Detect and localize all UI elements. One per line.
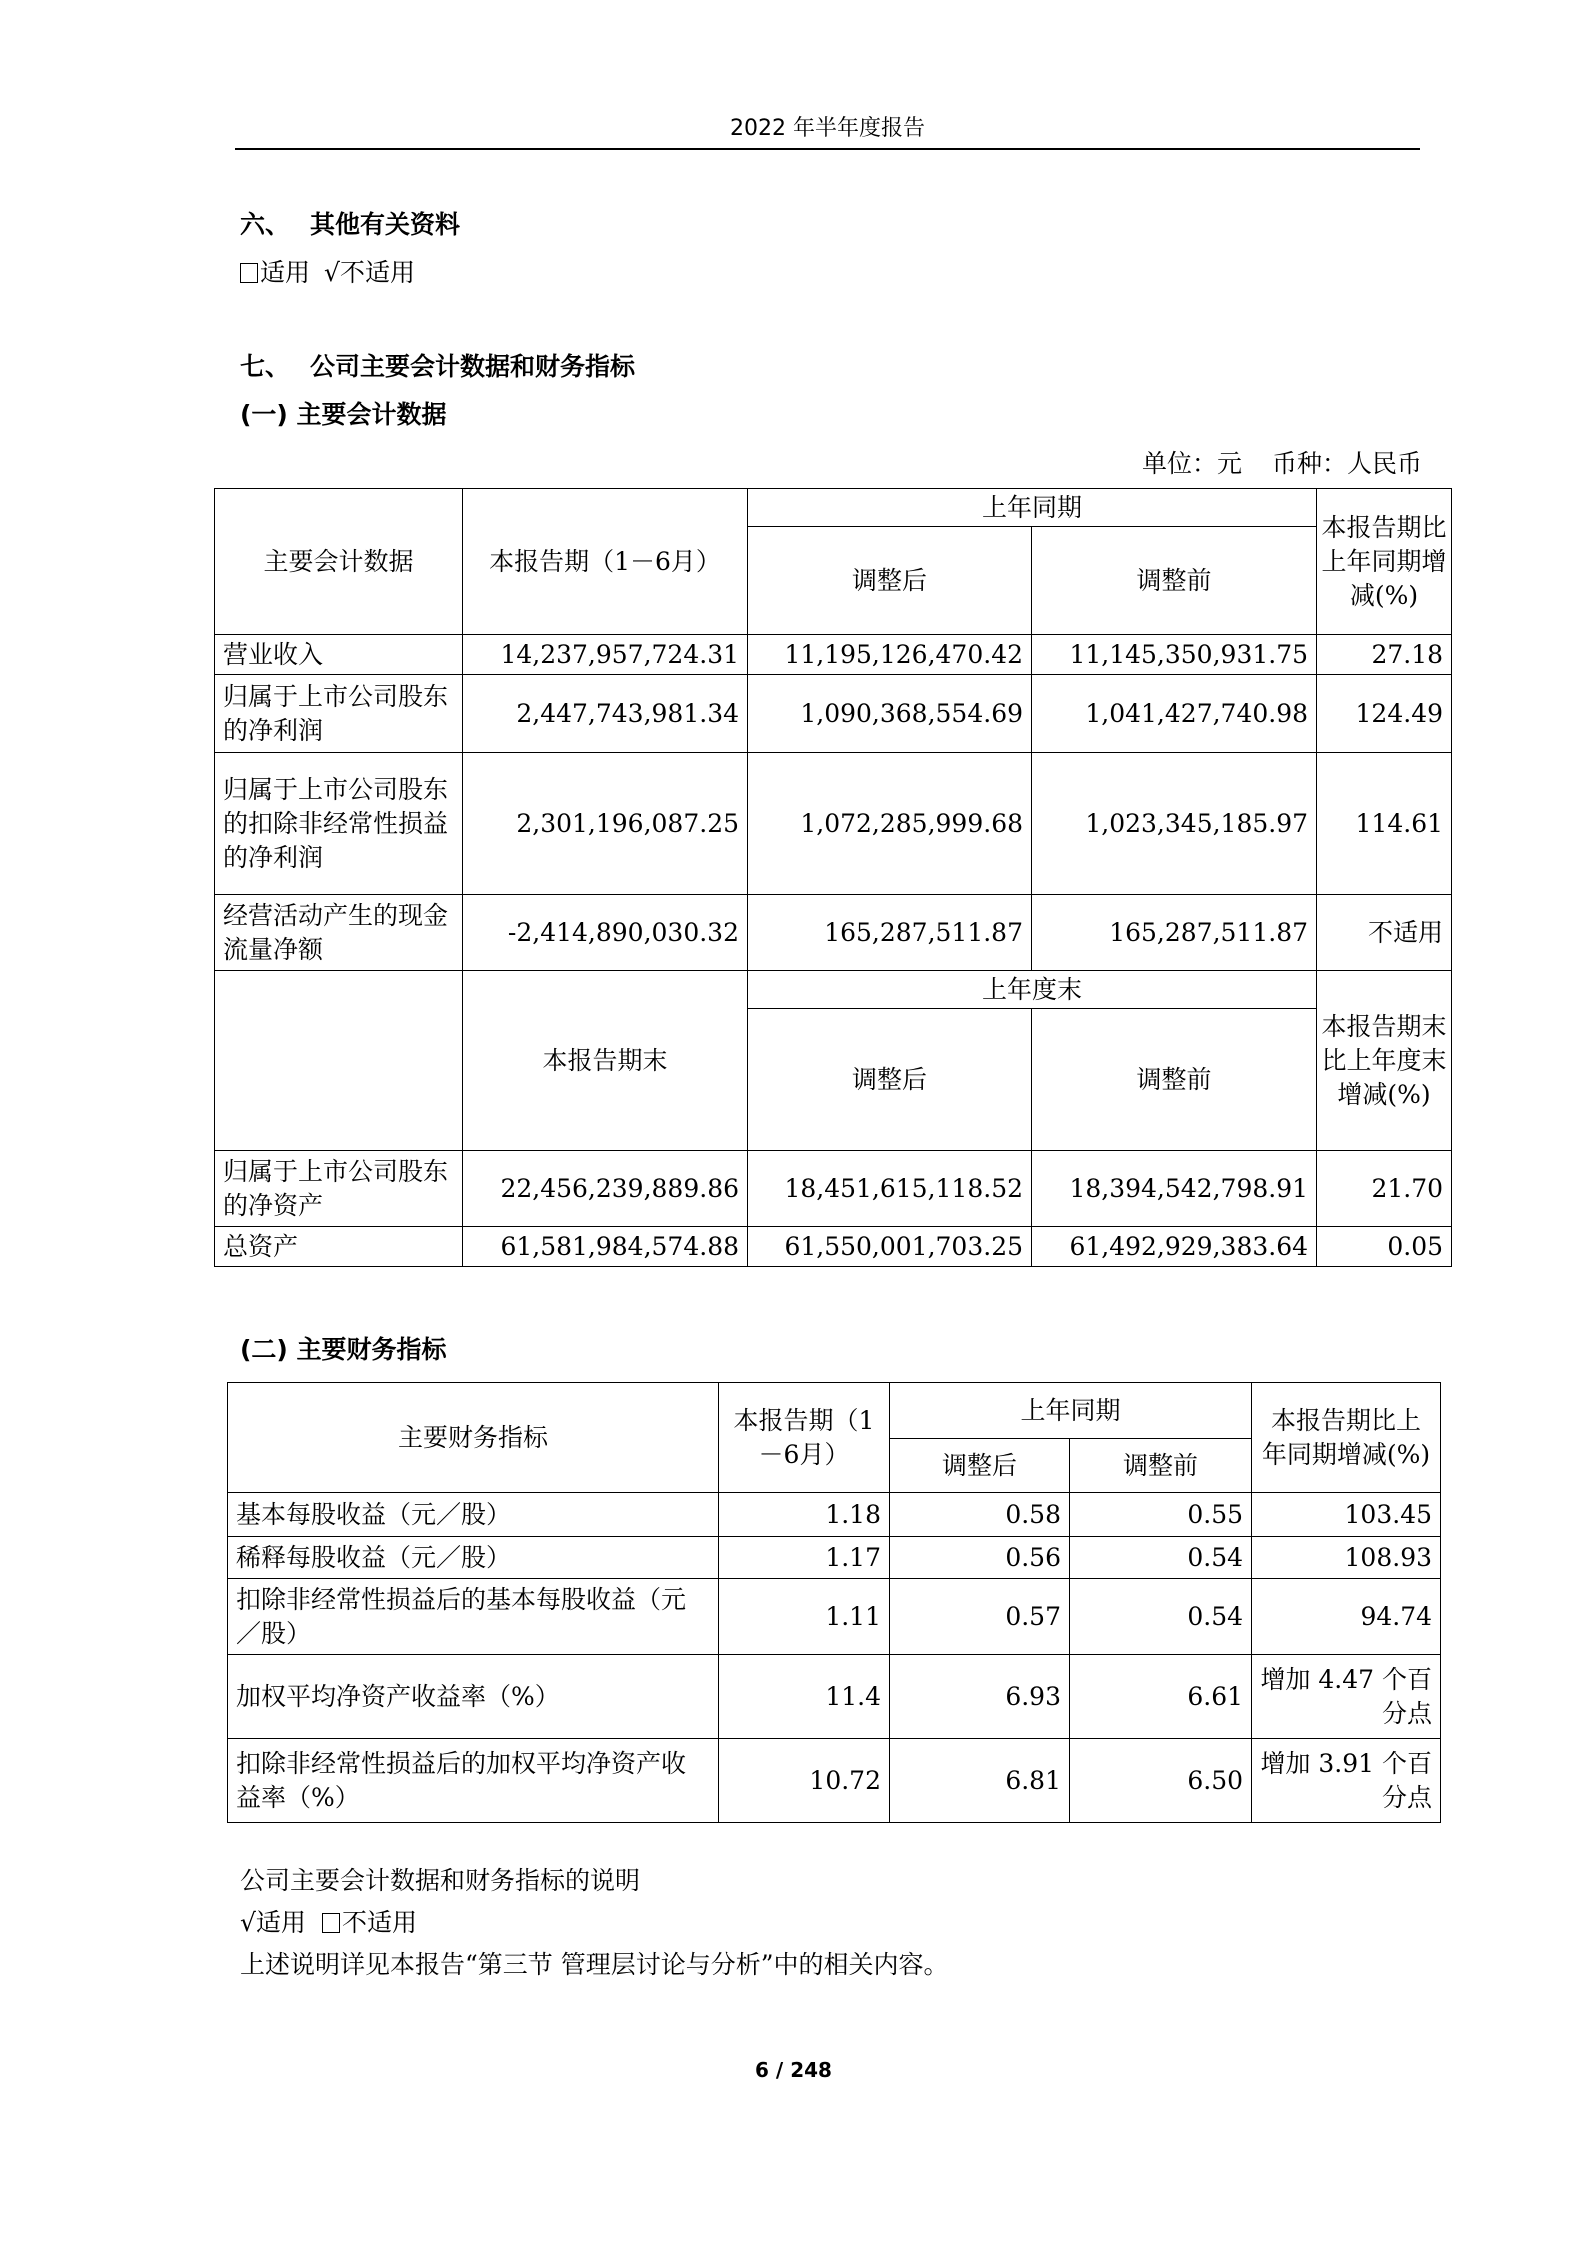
row-name: 扣除非经常性损益后的加权平均净资产收益率（%） bbox=[228, 1739, 719, 1823]
page-number: 6 / 248 bbox=[755, 2058, 832, 2082]
section-6-not-applicable: √不适用 bbox=[324, 258, 415, 287]
row-name: 总资产 bbox=[215, 1227, 463, 1267]
value-adj-before: 6.50 bbox=[1070, 1739, 1252, 1823]
section-7-heading bbox=[240, 350, 635, 384]
row-name: 归属于上市公司股东的净资产 bbox=[215, 1151, 463, 1227]
t1-header-prev: 上年同期 bbox=[748, 489, 1317, 527]
row-name: 归属于上市公司股东的净利润 bbox=[215, 675, 463, 753]
unchecked-box-icon bbox=[240, 263, 258, 283]
t1-header-item: 主要会计数据 bbox=[215, 489, 463, 635]
value-current: 11.4 bbox=[719, 1655, 890, 1739]
t1-header-change: 本报告期比上年同期增减(%) bbox=[1317, 489, 1452, 635]
value-adj-before: 11,145,350,931.75 bbox=[1032, 635, 1317, 675]
t1-header-adj-after: 调整后 bbox=[748, 527, 1032, 635]
value-change: 108.93 bbox=[1252, 1537, 1441, 1579]
currency-label: 币种：人民币 bbox=[1271, 449, 1422, 478]
table-row bbox=[228, 1739, 1441, 1823]
value-change: 94.74 bbox=[1252, 1579, 1441, 1655]
subsection-2-title: (二) 主要财务指标 bbox=[240, 1335, 447, 1364]
table-row bbox=[228, 1537, 1441, 1579]
value-current: 1.17 bbox=[719, 1537, 890, 1579]
value-adj-after: 0.56 bbox=[890, 1537, 1070, 1579]
subsection-1-title: (一) 主要会计数据 bbox=[240, 400, 447, 429]
table-row bbox=[228, 1655, 1441, 1739]
value-adj-before: 1,041,427,740.98 bbox=[1032, 675, 1317, 753]
row-name: 经营活动产生的现金流量净额 bbox=[215, 895, 463, 971]
t2-header-current: 本报告期（1－6月） bbox=[719, 1383, 890, 1493]
table-row bbox=[215, 1151, 1452, 1227]
value-adj-before: 0.54 bbox=[1070, 1537, 1252, 1579]
value-current: 1.18 bbox=[719, 1493, 890, 1537]
table-row bbox=[215, 635, 1452, 675]
value-adj-after: 1,090,368,554.69 bbox=[748, 675, 1032, 753]
value-change: 不适用 bbox=[1317, 895, 1452, 971]
accounting-data-table bbox=[214, 488, 1452, 1267]
value-adj-after: 11,195,126,470.42 bbox=[748, 635, 1032, 675]
t2-header-prev: 上年同期 bbox=[890, 1383, 1252, 1439]
t1-header-current: 本报告期（1－6月） bbox=[463, 489, 748, 635]
page-header: 2022 年半年度报告 bbox=[235, 112, 1420, 150]
t1-header2-adj-after: 调整后 bbox=[748, 1009, 1032, 1151]
table-row bbox=[215, 753, 1452, 895]
value-current: 10.72 bbox=[719, 1739, 890, 1823]
row-name: 营业收入 bbox=[215, 635, 463, 675]
value-adj-after: 1,072,285,999.68 bbox=[748, 753, 1032, 895]
t1-header-adj-before: 调整前 bbox=[1032, 527, 1317, 635]
value-adj-after: 165,287,511.87 bbox=[748, 895, 1032, 971]
t2-header-change: 本报告期比上年同期增减(%) bbox=[1252, 1383, 1441, 1493]
t1-header2-blank bbox=[215, 971, 463, 1151]
value-adj-after: 18,451,615,118.52 bbox=[748, 1151, 1032, 1227]
notes-applicable: √适用 bbox=[240, 1908, 306, 1937]
value-current: 2,447,743,981.34 bbox=[463, 675, 748, 753]
unit-label: 单位：元 bbox=[1141, 449, 1242, 478]
t2-header-adj-before: 调整前 bbox=[1070, 1439, 1252, 1493]
value-change: 增加 4.47 个百分点 bbox=[1252, 1655, 1441, 1739]
t1-header2-change: 本报告期末比上年度末增减(%) bbox=[1317, 971, 1452, 1151]
value-adj-after: 6.93 bbox=[890, 1655, 1070, 1739]
value-adj-before: 6.61 bbox=[1070, 1655, 1252, 1739]
row-name: 扣除非经常性损益后的基本每股收益（元／股） bbox=[228, 1579, 719, 1655]
value-current: 22,456,239,889.86 bbox=[463, 1151, 748, 1227]
notes-title: 公司主要会计数据和财务指标的说明 bbox=[240, 1866, 641, 1895]
notes-options bbox=[240, 1906, 417, 1940]
t1-header2-adj-before: 调整前 bbox=[1032, 1009, 1317, 1151]
value-change: 0.05 bbox=[1317, 1227, 1452, 1267]
row-name: 基本每股收益（元／股） bbox=[228, 1493, 719, 1537]
value-adj-before: 61,492,929,383.64 bbox=[1032, 1227, 1317, 1267]
section-6-title: 其他有关资料 bbox=[310, 210, 461, 239]
value-change: 增加 3.91 个百分点 bbox=[1252, 1739, 1441, 1823]
t2-header-adj-after: 调整后 bbox=[890, 1439, 1070, 1493]
value-current: 61,581,984,574.88 bbox=[463, 1227, 748, 1267]
row-name: 加权平均净资产收益率（%） bbox=[228, 1655, 719, 1739]
section-6-applicable: 适用 bbox=[260, 258, 311, 287]
section-6-heading bbox=[240, 208, 460, 242]
value-change: 114.61 bbox=[1317, 753, 1452, 895]
section-6-number: 六、 bbox=[240, 210, 291, 239]
table-row bbox=[228, 1579, 1441, 1655]
value-change: 21.70 bbox=[1317, 1151, 1452, 1227]
section-6-options bbox=[240, 256, 415, 290]
value-adj-before: 165,287,511.87 bbox=[1032, 895, 1317, 971]
t1-header2-prev: 上年度末 bbox=[748, 971, 1317, 1009]
value-current: -2,414,890,030.32 bbox=[463, 895, 748, 971]
value-adj-after: 61,550,001,703.25 bbox=[748, 1227, 1032, 1267]
value-adj-before: 0.55 bbox=[1070, 1493, 1252, 1537]
value-current: 14,237,957,724.31 bbox=[463, 635, 748, 675]
value-adj-after: 0.58 bbox=[890, 1493, 1070, 1537]
table-row bbox=[215, 675, 1452, 753]
value-adj-before: 18,394,542,798.91 bbox=[1032, 1151, 1317, 1227]
value-adj-after: 6.81 bbox=[890, 1739, 1070, 1823]
value-current: 2,301,196,087.25 bbox=[463, 753, 748, 895]
section-7-number: 七、 bbox=[240, 352, 291, 381]
table-row bbox=[228, 1493, 1441, 1537]
value-adj-after: 0.57 bbox=[890, 1579, 1070, 1655]
value-change: 124.49 bbox=[1317, 675, 1452, 753]
unit-line bbox=[1142, 447, 1422, 481]
financial-indicators-table bbox=[227, 1382, 1441, 1823]
value-change: 103.45 bbox=[1252, 1493, 1441, 1537]
value-adj-before: 0.54 bbox=[1070, 1579, 1252, 1655]
row-name: 稀释每股收益（元／股） bbox=[228, 1537, 719, 1579]
table-row bbox=[215, 1227, 1452, 1267]
table-row bbox=[215, 895, 1452, 971]
value-adj-before: 1,023,345,185.97 bbox=[1032, 753, 1317, 895]
t1-header2-current: 本报告期末 bbox=[463, 971, 748, 1151]
unchecked-box-icon bbox=[322, 1913, 340, 1933]
t2-header-item: 主要财务指标 bbox=[228, 1383, 719, 1493]
notes-not-applicable: 不适用 bbox=[341, 1908, 417, 1937]
value-current: 1.11 bbox=[719, 1579, 890, 1655]
value-change: 27.18 bbox=[1317, 635, 1452, 675]
row-name: 归属于上市公司股东的扣除非经常性损益的净利润 bbox=[215, 753, 463, 895]
notes-text: 上述说明详见本报告“第三节 管理层讨论与分析”中的相关内容。 bbox=[240, 1950, 949, 1979]
section-7-title: 公司主要会计数据和财务指标 bbox=[310, 352, 636, 381]
